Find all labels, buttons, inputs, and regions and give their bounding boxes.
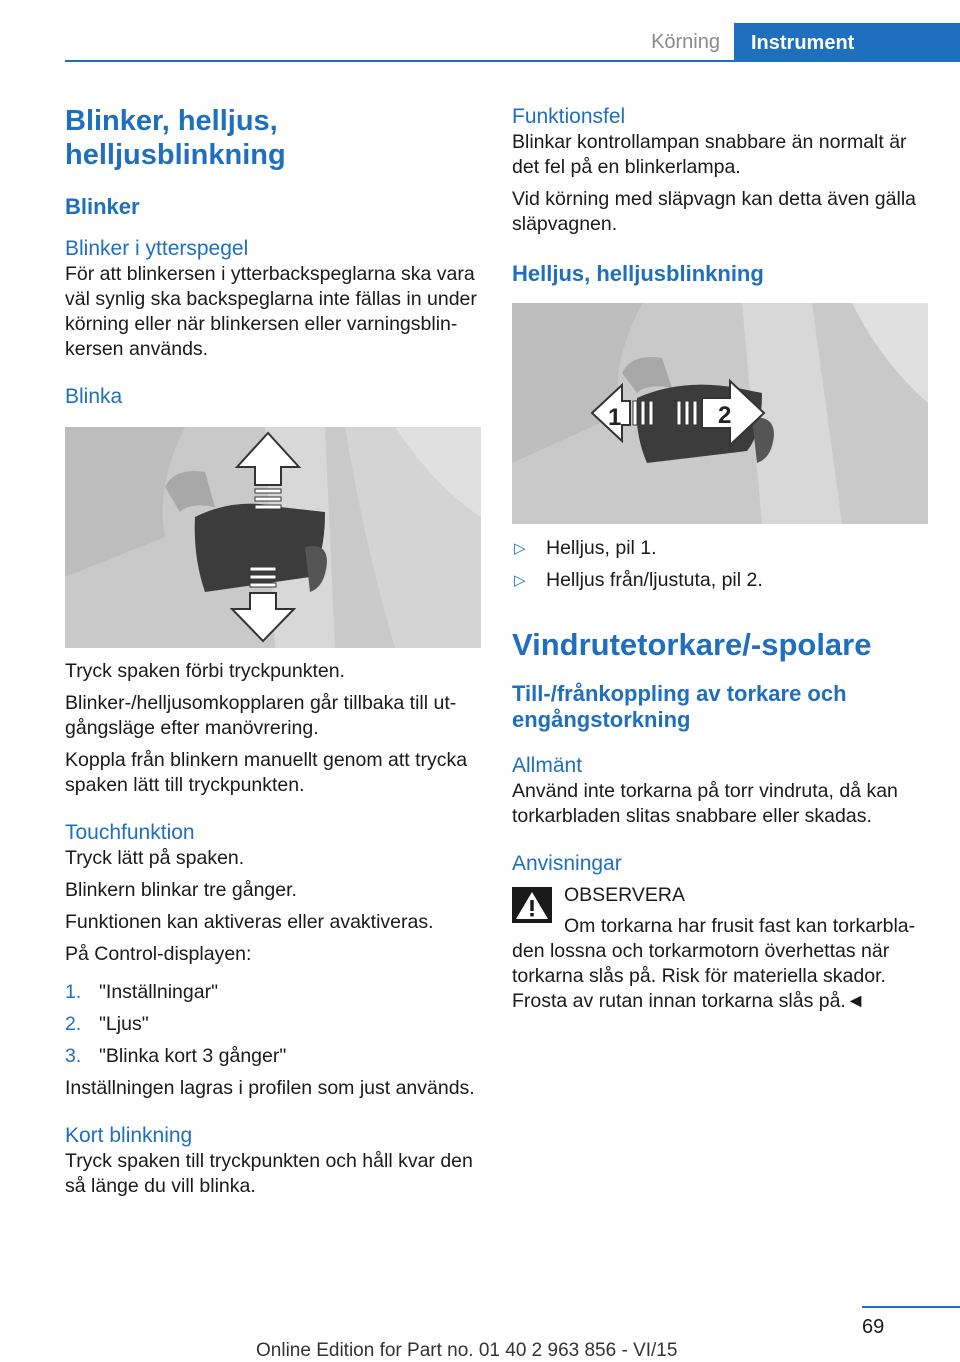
short-blink-text: Tryck spaken till tryckpunkten och håll kvar den så länge du vill blinka. — [65, 1150, 473, 1197]
high-beam-bullets — [512, 536, 930, 593]
arrow-label-2: 2 — [718, 402, 732, 429]
list-item — [65, 1044, 483, 1069]
header-rule — [65, 60, 960, 62]
fault-text-2: Vid körning med släpvagn kan detta även gälla släpvagnen. — [512, 188, 916, 235]
bullet-text: Helljus från/ljustuta, pil 2. — [546, 569, 763, 591]
step-number: 3. — [65, 1045, 82, 1067]
general-text: Använd inte torkarna på torr vindruta, då kan torkarbladen slitas snabbare eller skadas. — [512, 780, 898, 827]
touch-text-1: Tryck lätt på spaken. — [65, 847, 245, 869]
warning-text: Om torkarna har frusit fast kan torkarbla-den lossna och torkarmotorn överhettas när torkarna slås på. Risk för materiella skador. Frosta av rutan innan torkarna slås på.◄ — [512, 915, 916, 1012]
mirror-text: För att blinkersen i ytterbackspeglarna ska vara väl synlig ska backspeglarna inte fällas in under körning eller när blinkersen eller varningsblin-kersen används. — [65, 263, 477, 360]
heading-touch-function: Touchfunktion — [65, 821, 195, 844]
heading-blinka: Blinka — [65, 385, 123, 408]
touch-text-4: På Control-displayen: — [65, 943, 252, 965]
touch-text-3: Funktionen kan aktiveras eller avaktiveras. — [65, 911, 434, 933]
high-beam-lever-image — [512, 303, 928, 524]
step-text: "Inställningar" — [99, 981, 218, 1003]
blinka-text-2: Blinker-/helljusomkopplaren går tillbaka till ut-gångsläge efter manövrering. — [65, 692, 457, 739]
footer-rule — [862, 1306, 960, 1308]
list-item — [65, 980, 483, 1005]
warning-title: OBSERVERA — [564, 884, 686, 906]
lever-illustration — [65, 427, 481, 648]
touch-text-5: Inställningen lagras i profilen som just används. — [65, 1077, 475, 1099]
list-item — [512, 568, 930, 593]
header-chapter-tab[interactable]: Instrument — [734, 23, 960, 62]
heading-wiper-switching: Till-/frånkoppling av torkare och engångstorkning — [512, 681, 847, 732]
settings-steps-list — [65, 980, 483, 1069]
triangle-bullet-icon: ▷ — [514, 540, 526, 557]
arrow-label-1: 1 — [608, 404, 622, 431]
step-number: 2. — [65, 1013, 82, 1035]
step-number: 1. — [65, 981, 82, 1003]
left-column — [65, 100, 483, 1199]
page-title: Blinker, helljus, helljusblinkning — [65, 105, 286, 171]
right-column — [512, 104, 930, 1014]
page-header — [0, 0, 960, 62]
bullet-text: Helljus, pil 1. — [546, 537, 657, 559]
heading-short-blink: Kort blinkning — [65, 1124, 193, 1147]
heading-general: Allmänt — [512, 754, 583, 777]
list-item — [65, 1012, 483, 1037]
header-section-label[interactable]: Körning — [651, 31, 720, 53]
heading-wipers: Vindrutetorkare/-spolare — [512, 627, 872, 662]
page-number: 69 — [862, 1316, 885, 1338]
heading-blinker: Blinker — [65, 194, 140, 219]
step-text: "Blinka kort 3 gånger" — [99, 1045, 287, 1067]
heading-malfunction: Funktionsfel — [512, 105, 626, 128]
warning-icon — [512, 887, 552, 923]
high-beam-illustration — [512, 303, 928, 524]
step-text: "Ljus" — [99, 1013, 149, 1035]
heading-high-beam: Helljus, helljusblinkning — [512, 261, 764, 286]
footer-edition: Online Edition for Part no. 01 40 2 963 856 - VI/15 — [256, 1340, 678, 1361]
fault-text-1: Blinkar kontrollampan snabbare än normalt är det fel på en blinkerlampa. — [512, 131, 907, 178]
turn-signal-lever-image — [65, 427, 481, 648]
blinka-text-1: Tryck spaken förbi tryckpunkten. — [65, 660, 345, 682]
blinka-text-3: Koppla från blinkern manuellt genom att trycka spaken lätt till tryckpunkten. — [65, 749, 468, 796]
list-item — [512, 536, 930, 561]
triangle-bullet-icon: ▷ — [514, 572, 526, 589]
touch-text-2: Blinkern blinkar tre gånger. — [65, 879, 297, 901]
heading-notes: Anvisningar — [512, 852, 622, 875]
warning-box — [512, 883, 930, 908]
heading-mirror-blinker: Blinker i ytterspegel — [65, 237, 249, 260]
